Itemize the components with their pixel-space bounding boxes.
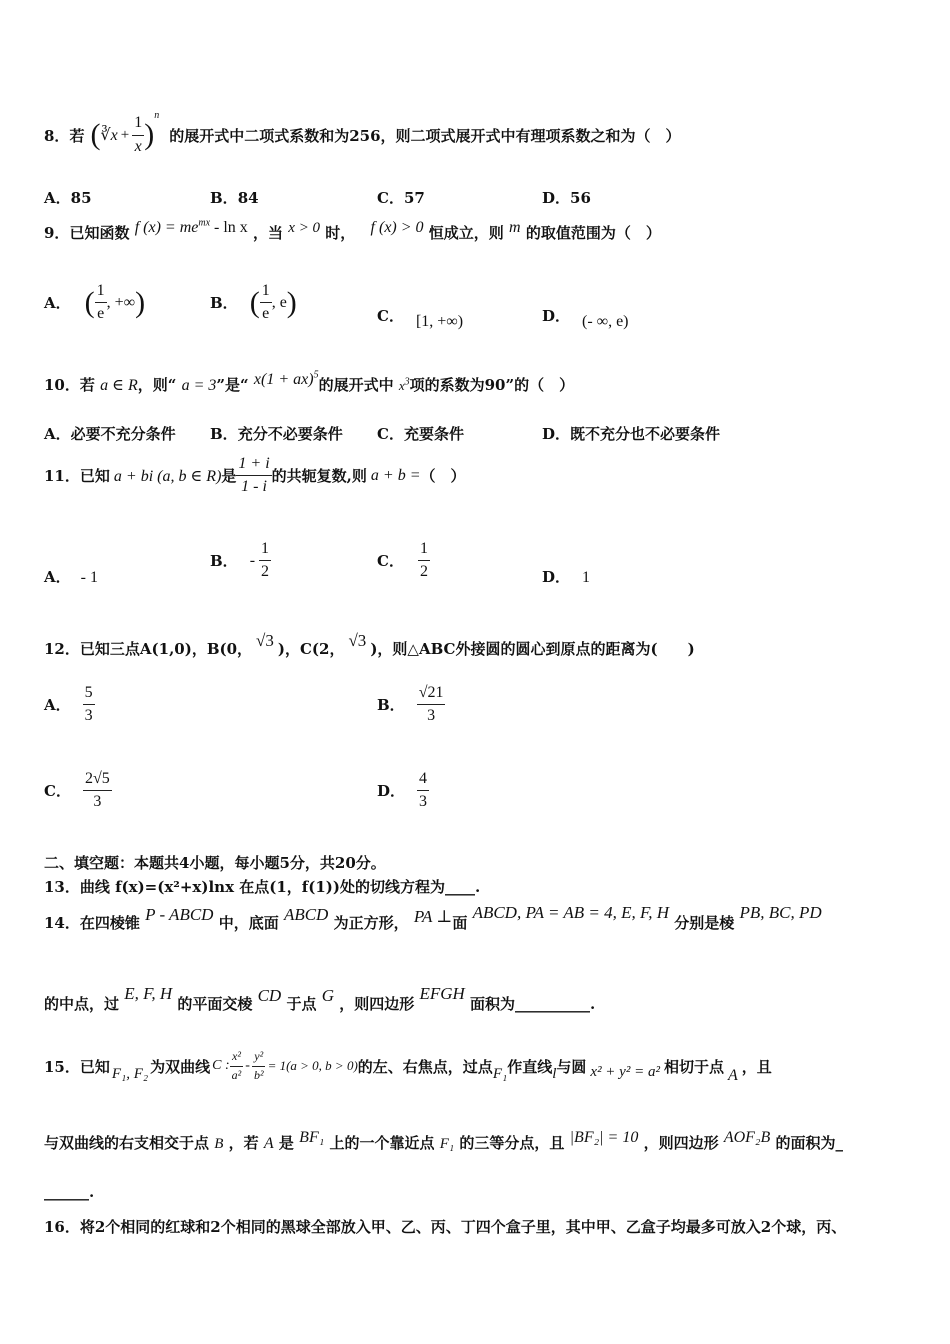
- q12-option-c[interactable]: C． $\frac{2√5}{3}$: [44, 770, 110, 811]
- question-10-stem: 10．若 a ∈ R，则“ a = 3”是“ x(1 + ax)$^5$的展开式中 $x^3$项的系数为90”的（ ）: [44, 369, 575, 394]
- q10-option-b[interactable]: B．充分不必要条件: [210, 425, 343, 443]
- q9-option-c[interactable]: C． [1, +∞): [377, 307, 464, 330]
- fraction-1pi-over-1mi: $\frac{1 + i}{1 - i}$: [238, 455, 270, 496]
- q10-option-d[interactable]: D．既不充分也不必要条件: [542, 425, 721, 443]
- q8-option-a[interactable]: A．85: [44, 189, 92, 207]
- q8-option-b[interactable]: B．84: [210, 189, 259, 207]
- fraction-1-over-x: $\frac{1}{x}$: [134, 114, 143, 155]
- q9-option-d[interactable]: D． (- ∞, e): [542, 307, 629, 330]
- question-number: 11．: [44, 467, 80, 486]
- q10-option-c[interactable]: C．充要条件: [377, 425, 464, 443]
- q12-option-a[interactable]: A． $\frac{5}{3}$: [44, 684, 93, 725]
- q11-option-c[interactable]: C． $\frac{1}{2}$: [377, 540, 428, 581]
- exponent-n: n: [154, 110, 160, 121]
- right-paren: ): [144, 118, 155, 151]
- binomial-expression: x(1 + ax)$^5$: [253, 369, 319, 388]
- question-12-stem: 12．已知三点A(1,0)，B(0， √3 )，C(2， √3 )，则△ABC外接圆的圆心到原点的距离为( ): [44, 631, 695, 658]
- q9-option-a[interactable]: A． ( $\frac{1}{e}$ , +∞ ): [44, 282, 146, 323]
- cube-root-x: ∛x: [100, 127, 118, 144]
- q10-option-a[interactable]: A．必要不充分条件: [44, 425, 176, 443]
- question-11-stem: 11． 已知 a + bi (a, b ∈ R) 是 $\frac{1 + i}{1 - i}$ 的共轭复数,则 a + b = （ ）: [44, 455, 466, 496]
- q12-option-b[interactable]: B． $\frac{√21}{3}$: [377, 684, 444, 725]
- question-15-line-3: ______.: [44, 1183, 95, 1201]
- question-number: 14．: [44, 914, 80, 932]
- question-13: 13．曲线 f(x)=(x²+x)lnx 在点(1，f(1))处的切线方程为____.: [44, 878, 481, 896]
- question-15-line-1: 15． 已知 F₁, F₂ 为双曲线 C : $\frac{\text{x²}}{\text{a²}}$ - $\frac{\text{y²}}{\text{b²}}$ = 1(a > 0, b > 0) 的左、右焦点，过点 F₁ 作直线 l 与圆 x² + y² = a² 相切于点 A ，且: [44, 1048, 772, 1084]
- question-number: 12．: [44, 640, 80, 658]
- question-14-line-2: 的中点，过 E, F, H 的平面交棱 CD 于点 G ，则四边形 EFGH 面积为__________.: [44, 984, 596, 1013]
- question-14-line-1: 14．在四棱锥 P - ABCD 中，底面 ABCD 为正方形， PA ⊥面 ABCD, PA = AB = 4, E, F, H 分别是棱 PB, BC, PD: [44, 903, 822, 932]
- q11-option-d[interactable]: D． 1: [542, 568, 591, 586]
- q11-option-a[interactable]: A． - 1: [44, 568, 98, 586]
- q8-option-d[interactable]: D．56: [542, 189, 591, 207]
- question-number: 15．: [44, 1057, 80, 1076]
- section-2-title: 二、填空题：本题共4小题，每小题5分，共20分。: [44, 854, 386, 872]
- question-8-stem: 8． 若 ( ∛x + $\frac{1}{x}$ ) n 的展开式中二项式系数和为256，则二项式展开式中有理项系数之和为（ ）: [44, 110, 681, 155]
- question-9-stem: 9．已知函数 f $(x) = me^{mx} - \ln x$ ，当 x > 0 时， f (x) > 0 恒成立，则 m 的取值范围为（ ）: [44, 217, 661, 242]
- q11-option-b[interactable]: B． - $\frac{1}{2}$: [210, 540, 270, 581]
- question-number: 10．: [44, 376, 80, 394]
- q8-option-c[interactable]: C．57: [377, 189, 425, 207]
- q12-option-d[interactable]: D． $\frac{4}{3}$: [377, 770, 428, 811]
- question-16: 16．将2个相同的红球和2个相同的黑球全部放入甲、乙、丙、丁四个盒子里，其中甲、乙盒子均最多可放入2个球，丙、: [44, 1218, 847, 1236]
- question-15-line-2: 与双曲线的右支相交于点 B ，若 A 是 BF₁ 上的一个靠近点 F₁ 的三等分点，且 |BF₂| = 10 ，则四边形 AOF₂B 的面积为_: [44, 1129, 844, 1152]
- question-number: 9．: [44, 224, 70, 242]
- question-number: 8．: [44, 126, 70, 145]
- function-expression: f $(x) = me^{mx} - \ln x$: [134, 217, 248, 236]
- left-paren: (: [90, 118, 101, 151]
- q9-option-b[interactable]: B． ( $\frac{1}{e}$ , e ): [210, 282, 297, 323]
